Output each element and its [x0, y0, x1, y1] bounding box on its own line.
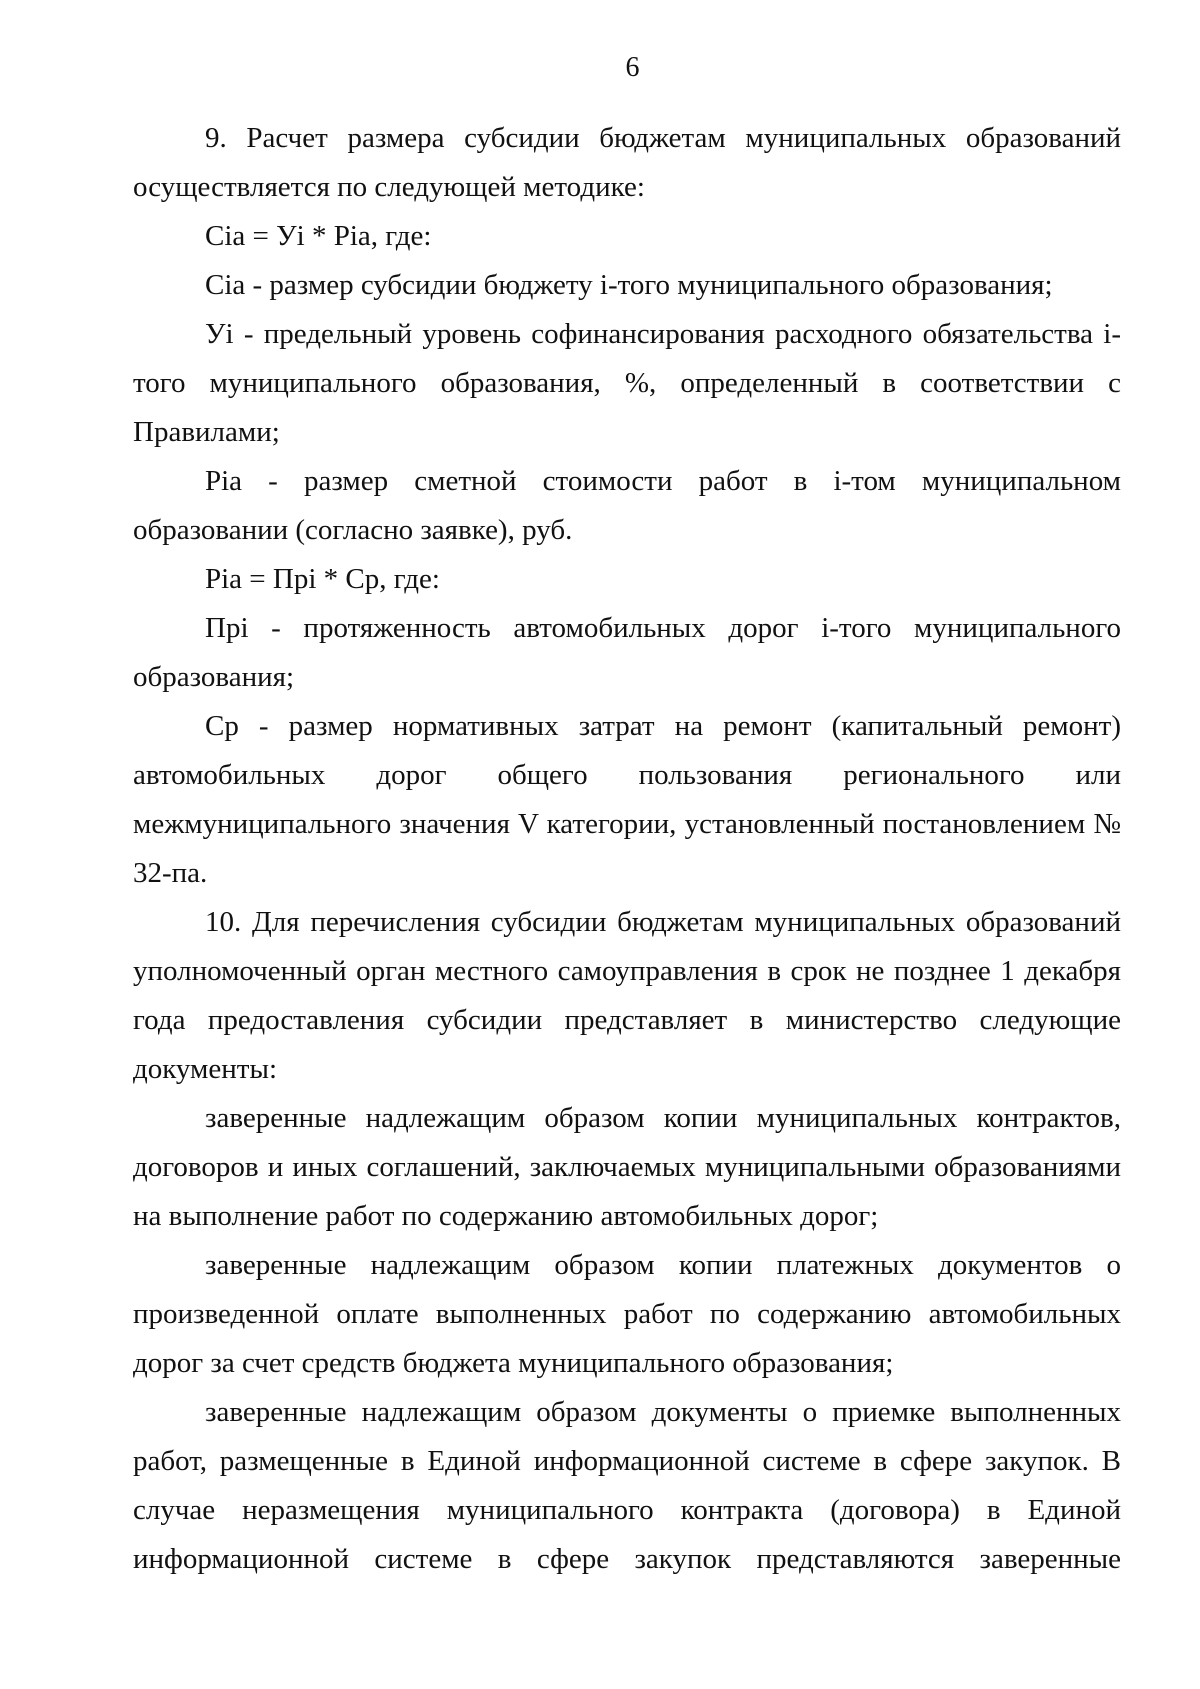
formula-pia: Pia = Прi * Cp, где: — [205, 563, 440, 595]
document-body — [133, 114, 1129, 1584]
formula-cia: Cia = Уi * Pia, где: — [205, 220, 432, 252]
definition-cp: Ср - размер нормативных затрат на ремонт (капитальный ремонт) автомобильных дорог общего пользования регионального или межмуниципального значения V категории, установленный постановлением № 32-па. — [133, 710, 1129, 889]
document-item-acceptance: заверенные надлежащим образом документы о приемке выполненных работ, размещенные в Единой информационной системе в сфере закупок. В случае неразмещения муниципального контракта (договора) в Единой информационной системе в сфере закупок представляются заверенные — [133, 1396, 1129, 1575]
definition-pri: Прi - протяженность автомобильных дорог i-того муниципального образования; — [133, 612, 1129, 693]
paragraph-9-intro: 9. Расчет размера субсидии бюджетам муниципальных образований осуществляется по следующей методике: — [133, 122, 1129, 203]
paragraph-10-intro: 10. Для перечисления субсидии бюджетам муниципальных образований уполномоченный орган местного самоуправления в срок не позднее 1 декабря года предоставления субсидии представляет в министерство следующие документы: — [133, 906, 1129, 1085]
document-item-contracts: заверенные надлежащим образом копии муниципальных контрактов, договоров и иных соглашений, заключаемых муниципальными образованиями на выполнение работ по содержанию автомобильных дорог; — [133, 1102, 1129, 1232]
definition-cia: Cia - размер субсидии бюджету i-того муниципального образования; — [205, 269, 1053, 301]
page-number: 6 — [625, 52, 640, 83]
definition-ui: Уi - предельный уровень софинансирования расходного обязательства i-того муниципального образования, %, определенный в соответствии с Правилами; — [133, 318, 1129, 448]
document-item-payments: заверенные надлежащим образом копии платежных документов о произведенной оплате выполненных работ по содержанию автомобильных дорог за счет средств бюджета муниципального образования; — [133, 1249, 1129, 1379]
definition-pia: Pia - размер сметной стоимости работ в i-том муниципальном образовании (согласно заявке), руб. — [133, 465, 1129, 546]
